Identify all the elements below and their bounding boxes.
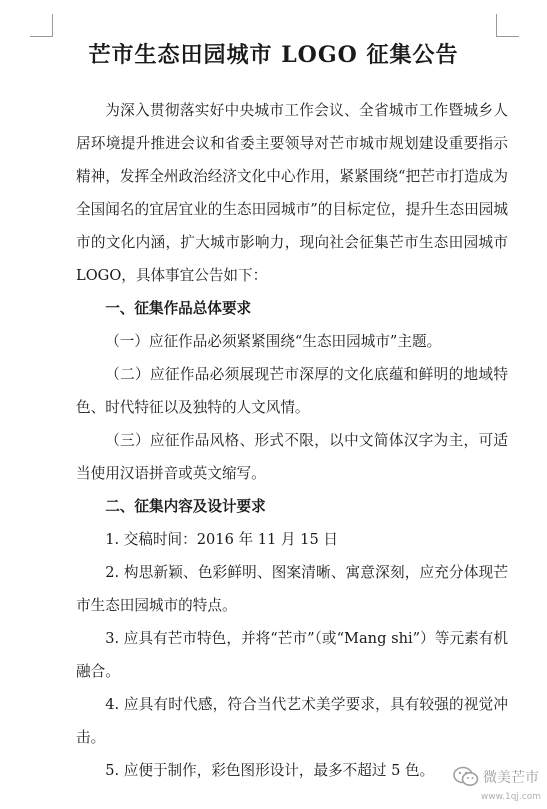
page-corner-mark-left — [30, 14, 53, 37]
section-1-item: （二）应征作品必须展现芒市深厚的文化底蕴和鲜明的地域特色、时代特征以及独特的人文风情。 — [76, 366, 508, 416]
document-body — [76, 94, 508, 787]
watermark-url: www.1qj.com — [480, 792, 541, 802]
section-2-item: 4. 应具有时代感，符合当代艺术美学要求，具有较强的视觉冲击。 — [76, 696, 508, 746]
watermark — [453, 766, 539, 788]
intro-paragraph: 为深入贯彻落实好中央城市工作会议、全省城市工作暨城乡人居环境提升推进会议和省委主要领导对芒市城市规划建设重要指示精神，发挥全州政治经济文化中心作用，紧紧围绕“把芒市打造成为全国闻名的宜居宜业的生态田园城市”的目标定位，提升生态田园城市的文化内涵，扩大城市影响力，现向社会征集芒市生态田园城市 LOGO，具体事宜公告如下： — [76, 102, 508, 284]
section-2-item: 3. 应具有芒市特色，并将“芒市”（或“Mang shi”）等元素有机融合。 — [76, 630, 508, 680]
page-corner-mark-right — [496, 14, 519, 37]
section-2-item: 5. 应便于制作，彩色图形设计，最多不超过 5 色。 — [105, 762, 435, 779]
section-2-item: 1. 交稿时间：2016 年 11 月 15 日 — [105, 531, 338, 548]
section-2-item: 2. 构思新颖、色彩鲜明、图案清晰、寓意深刻，应充分体现芒市生态田园城市的特点。 — [76, 564, 508, 614]
section-1-item: （三）应征作品风格、形式不限，以中文简体汉字为主，可适当使用汉语拼音或英文缩写。 — [76, 432, 508, 482]
wechat-icon — [453, 766, 479, 788]
watermark-text: 微美芒市 — [483, 770, 539, 786]
section-1-item: （一）应征作品必须紧紧围绕“生态田园城市”主题。 — [105, 333, 442, 350]
section-2-heading: 二、征集内容及设计要求 — [105, 498, 266, 515]
section-1-heading: 一、征集作品总体要求 — [105, 300, 252, 317]
document-title: 芒市生态田园城市 LOGO 征集公告 — [88, 42, 459, 68]
